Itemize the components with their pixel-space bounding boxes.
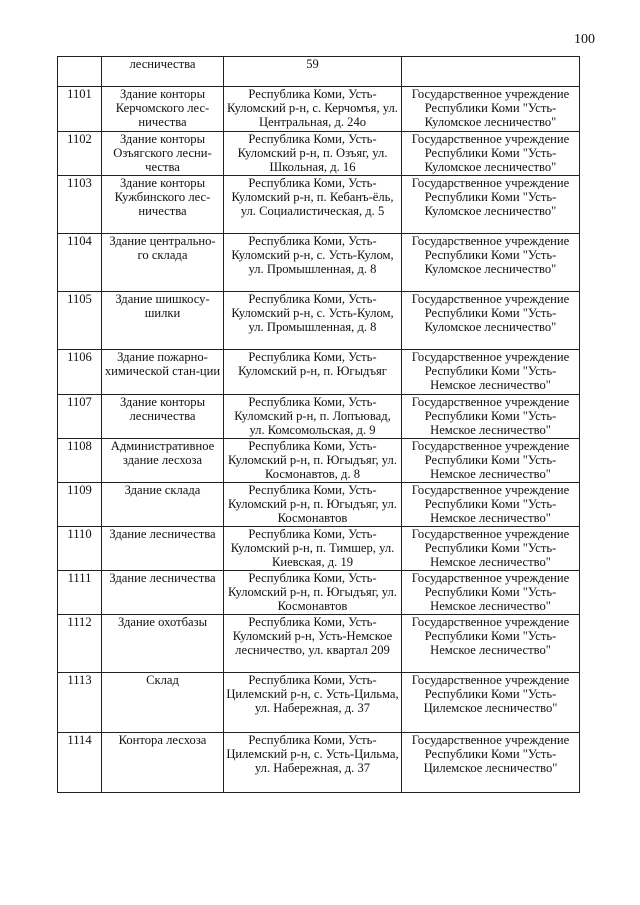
object-name: Здание лесничества	[102, 526, 224, 570]
object-owner: Государственное учреждение Республики Коми "Усть-Немское лесничество"	[402, 438, 580, 482]
object-address: Республика Коми, Усть-Куломский р-н, п. Югыдъяг, ул. Космонавтов, д. 8	[224, 438, 402, 482]
page-number: 100	[574, 32, 595, 47]
row-number: 1111	[58, 570, 102, 614]
row-number: 1104	[58, 234, 102, 292]
row-number: 1101	[58, 87, 102, 132]
object-address: Республика Коми, Усть-Куломский р-н, п. Озъяг, ул. Школьная, д. 16	[224, 132, 402, 176]
object-name: Здание склада	[102, 482, 224, 526]
object-name: Здание охотбазы	[102, 614, 224, 672]
object-owner: Государственное учреждение Республики Коми "Усть-Куломское лесничество"	[402, 176, 580, 234]
table-row	[58, 482, 580, 526]
object-name: Здание конторы лесничества	[102, 395, 224, 439]
object-name: Здание конторы Кужбинского лес-ничества	[102, 176, 224, 234]
table-row	[58, 526, 580, 570]
object-name: лесничества	[102, 57, 224, 87]
object-address: Республика Коми, Усть-Куломский р-н, п. Югыдъяг	[224, 350, 402, 395]
object-name: Здание пожарно-химической стан-ции	[102, 350, 224, 395]
object-address: Республика Коми, Усть-Куломский р-н, п. Лопъювад, ул. Комсомольская, д. 9	[224, 395, 402, 439]
table-row	[58, 614, 580, 672]
object-owner	[402, 57, 580, 87]
object-name: Контора лесхоза	[102, 732, 224, 792]
object-address: 59	[224, 57, 402, 87]
row-number: 1108	[58, 438, 102, 482]
object-owner: Государственное учреждение Республики Коми "Усть-Цилемское лесничество"	[402, 672, 580, 732]
object-name: Склад	[102, 672, 224, 732]
object-address: Республика Коми, Усть-Цилемский р-н, с. Усть-Цильма, ул. Набережная, д. 37	[224, 732, 402, 792]
row-number: 1113	[58, 672, 102, 732]
object-address: Республика Коми, Усть-Куломский р-н, с. Усть-Кулом, ул. Промышленная, д. 8	[224, 292, 402, 350]
row-number: 1110	[58, 526, 102, 570]
table-row	[58, 732, 580, 792]
object-owner: Государственное учреждение Республики Коми "Усть-Немское лесничество"	[402, 570, 580, 614]
row-number: 1106	[58, 350, 102, 395]
table-row	[58, 87, 580, 132]
object-owner: Государственное учреждение Республики Коми "Усть-Немское лесничество"	[402, 526, 580, 570]
row-number: 1112	[58, 614, 102, 672]
object-owner: Государственное учреждение Республики Коми "Усть-Немское лесничество"	[402, 350, 580, 395]
table-row-continued	[58, 57, 580, 87]
object-name: Здание центрально-го склада	[102, 234, 224, 292]
object-owner: Государственное учреждение Республики Коми "Усть-Куломское лесничество"	[402, 87, 580, 132]
table-row	[58, 672, 580, 732]
row-number: 1102	[58, 132, 102, 176]
object-address: Республика Коми, Усть-Куломский р-н, с. Керчомъя, ул. Центральная, д. 24о	[224, 87, 402, 132]
object-address: Республика Коми, Усть-Цилемский р-н, с. Усть-Цильма, ул. Набережная, д. 37	[224, 672, 402, 732]
table-row	[58, 176, 580, 234]
object-owner: Государственное учреждение Республики Коми "Усть-Куломское лесничество"	[402, 132, 580, 176]
row-number: 1103	[58, 176, 102, 234]
property-registry-table	[57, 56, 580, 793]
table-row	[58, 234, 580, 292]
object-owner: Государственное учреждение Республики Коми "Усть-Немское лесничество"	[402, 395, 580, 439]
object-address: Республика Коми, Усть-Куломский р-н, п. Югыдъяг, ул. Космонавтов	[224, 482, 402, 526]
table-row	[58, 350, 580, 395]
row-number: 1114	[58, 732, 102, 792]
table-row	[58, 395, 580, 439]
row-number	[58, 57, 102, 87]
row-number: 1105	[58, 292, 102, 350]
object-name: Административное здание лесхоза	[102, 438, 224, 482]
object-owner: Государственное учреждение Республики Коми "Усть-Куломское лесничество"	[402, 292, 580, 350]
table-row	[58, 132, 580, 176]
object-address: Республика Коми, Усть-Куломский р-н, п. Тимшер, ул. Киевская, д. 19	[224, 526, 402, 570]
object-address: Республика Коми, Усть-Куломский р-н, Усть-Немское лесничество, ул. квартал 209	[224, 614, 402, 672]
object-address: Республика Коми, Усть-Куломский р-н, п. Кебанъ-ёль, ул. Социалистическая, д. 5	[224, 176, 402, 234]
object-address: Республика Коми, Усть-Куломский р-н, п. Югыдъяг, ул. Космонавтов	[224, 570, 402, 614]
object-owner: Государственное учреждение Республики Коми "Усть-Немское лесничество"	[402, 614, 580, 672]
object-address: Республика Коми, Усть-Куломский р-н, с. Усть-Кулом, ул. Промышленная, д. 8	[224, 234, 402, 292]
object-owner: Государственное учреждение Республики Коми "Усть-Куломское лесничество"	[402, 234, 580, 292]
row-number: 1109	[58, 482, 102, 526]
object-owner: Государственное учреждение Республики Коми "Усть-Немское лесничество"	[402, 482, 580, 526]
object-name: Здание конторы Керчомского лес-ничества	[102, 87, 224, 132]
table-row	[58, 438, 580, 482]
object-name: Здание лесничества	[102, 570, 224, 614]
object-owner: Государственное учреждение Республики Коми "Усть-Цилемское лесничество"	[402, 732, 580, 792]
table-row	[58, 570, 580, 614]
table-row	[58, 292, 580, 350]
row-number: 1107	[58, 395, 102, 439]
object-name: Здание конторы Озъягского лесни-чества	[102, 132, 224, 176]
object-name: Здание шишкосу-шилки	[102, 292, 224, 350]
